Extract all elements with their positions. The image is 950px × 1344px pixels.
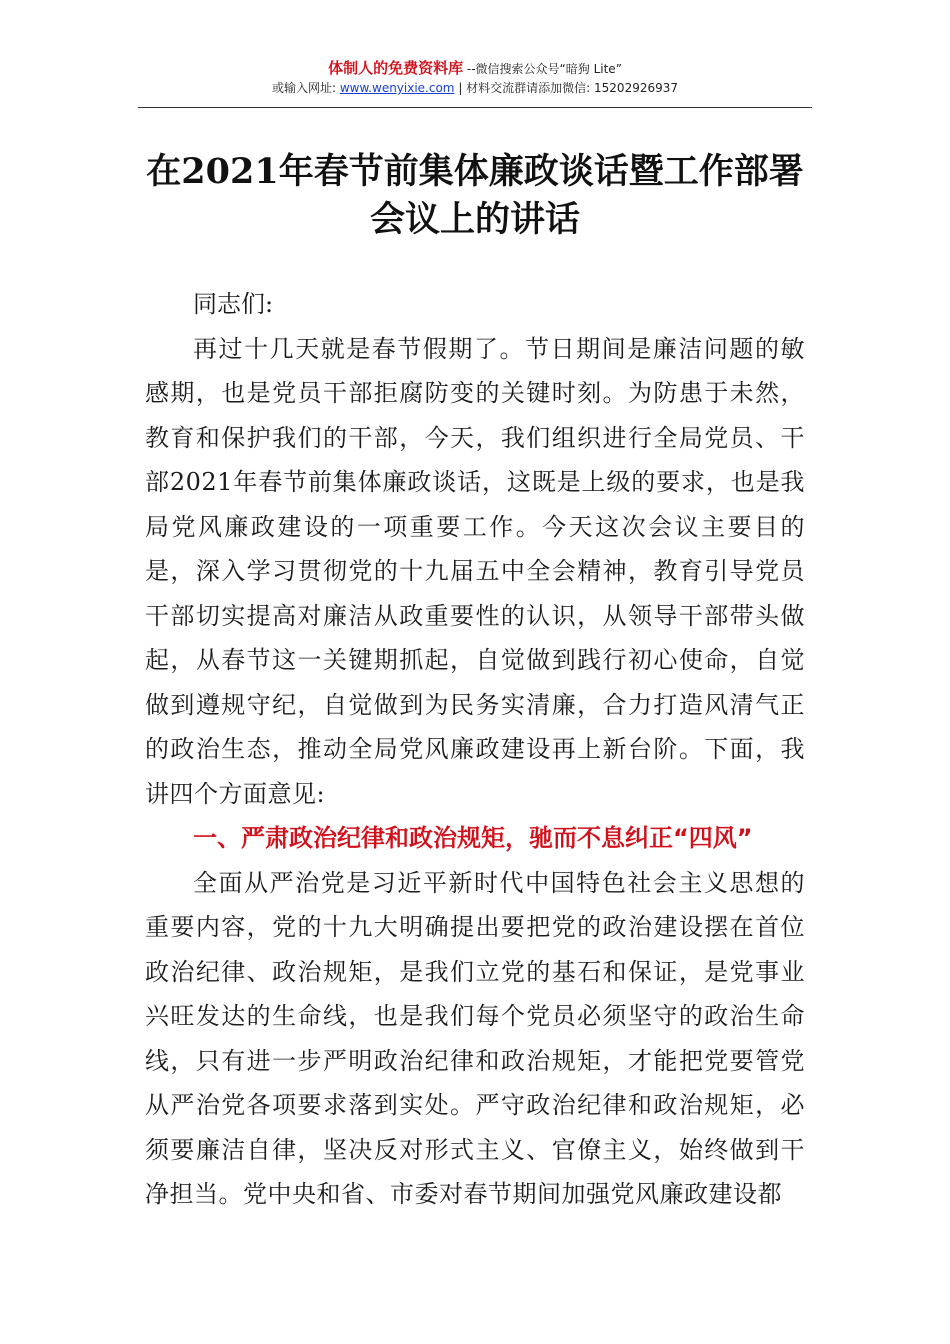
page-header	[138, 58, 812, 97]
header-divider	[138, 107, 812, 108]
header-subtitle: --微信搜索公众号“暗狗 Lite”	[463, 62, 622, 76]
section-heading-1: 一、严肃政治纪律和政治规矩，驰而不息纠正“四风”	[193, 824, 753, 852]
section-1-paragraph: 全面从严治党是习近平新时代中国特色社会主义思想的重要内容，党的十九大明确提出要把党的政治建设摆在首位政治纪律、政治规矩，是我们立党的基石和保证，是党事业兴旺发达的生命线，也是我们每个党员必须坚守的政治生命线，只有进一步严明政治纪律和政治规矩，才能把党要管党从严治党各项要求落到实处。严守政治纪律和政治规矩，必须要廉洁自律，坚决反对形式主义、官僚主义，始终做到干净担当。党中央和省、市委对春节期间加强党风廉政建设都	[145, 868, 805, 1208]
salutation: 同志们:	[193, 290, 274, 318]
document-title: 在2021年春节前集体廉政谈话暨工作部署会议上的讲话	[146, 151, 804, 240]
header-brand-line	[138, 58, 812, 79]
header-url-prefix: 或输入网址:	[271, 81, 340, 95]
header-brand: 体制人的免费资料库	[328, 59, 464, 77]
header-url-link[interactable]: www.wenyixie.com	[339, 81, 455, 95]
header-url-line	[138, 79, 812, 97]
document-body	[145, 282, 805, 1217]
intro-paragraph: 再过十几天就是春节假期了。节日期间是廉洁问题的敏感期，也是党员干部拒腐防变的关键时刻。为防患于未然，教育和保护我们的干部，今天，我们组织进行全局党员、干部2021年春节前集体廉政谈话，这既是上级的要求，也是我局党风廉政建设的一项重要工作。今天这次会议主要目的是，深入学习贯彻党的十九届五中全会精神，教育引导党员干部切实提高对廉洁从政重要性的认识，从领导干部带头做起，从春节这一关键期抓起，自觉做到践行初心使命，自觉做到遵规守纪，自觉做到为民务实清廉，合力打造风清气正的政治生态，推动全局党风廉政建设再上新台阶。下面，我讲四个方面意见:	[145, 334, 805, 808]
header-url-suffix: | 材料交流群请添加微信: 15202926937	[454, 81, 679, 95]
